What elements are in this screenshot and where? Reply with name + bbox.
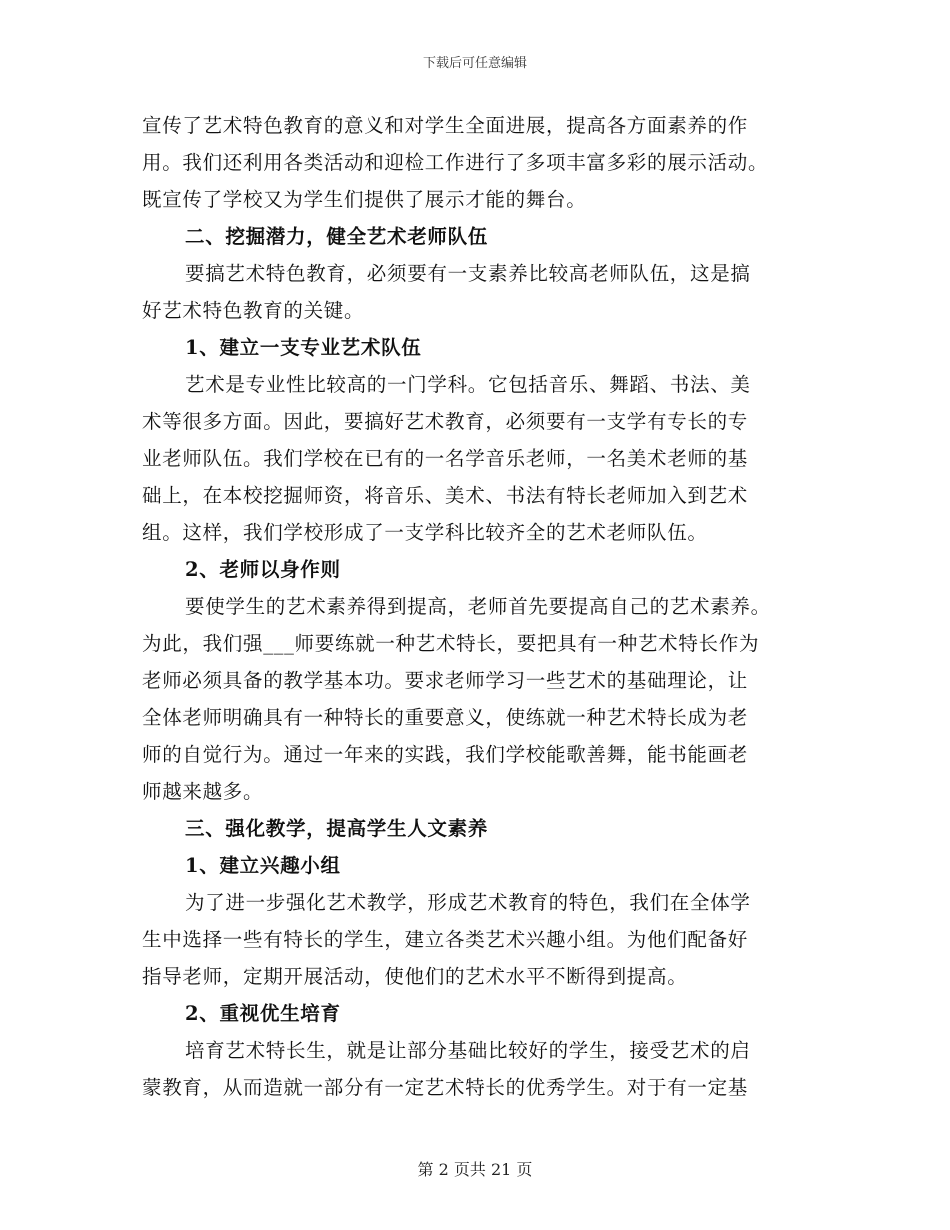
subsection-heading: 1、建立兴趣小组 [185,854,341,877]
text-line: 师的自觉行为。通过一年来的实践，我们学校能歌善舞，能书能画老 [142,743,749,766]
text-line: 业老师队伍。我们学校在已有的一名学音乐老师，一名美术老师的基 [142,447,749,470]
document-body [142,107,822,1106]
text-line: 指导老师，定期开展活动，使他们的艺术水平不断得到提高。 [142,965,688,988]
section-heading: 二、挖掘潜力，健全艺术老师队伍 [185,225,489,248]
text-line: 用。我们还利用各类活动和迎检工作进行了多项丰富多彩的展示活动。 [142,151,769,174]
text-line: 好艺术特色教育的关键。 [142,299,365,322]
text-line: 生中选择一些有特长的学生，建立各类艺术兴趣小组。为他们配备好 [142,928,749,951]
text-line: 蒙教育，从而造就一部分有一定艺术特长的优秀学生。对于有一定基 [142,1076,749,1099]
text-line: 要搞艺术特色教育，必须要有一支素养比较高老师队伍，这是搞 [185,262,751,285]
text-line: 要使学生的艺术素养得到提高，老师首先要提高自己的艺术素养。 [185,595,771,618]
subsection-heading: 1、建立一支专业艺术队伍 [185,336,422,359]
text-line: 全体老师明确具有一种特长的重要意义，使练就一种艺术特长成为老 [142,706,749,729]
text-line: 艺术是专业性比较高的一门学科。它包括音乐、舞蹈、书法、美 [185,373,751,396]
subsection-heading: 2、重视优生培育 [185,1002,341,1025]
page-footer: 第 2 页共 21 页 [417,1160,533,1179]
text-line: 为此，我们强___师要练就一种艺术特长，要把具有一种艺术特长作为 [142,632,760,655]
text-line: 组。这样，我们学校形成了一支学科比较齐全的艺术老师队伍。 [142,521,708,544]
text-line: 既宣传了学校又为学生们提供了展示才能的舞台。 [142,188,587,211]
text-line: 宣传了艺术特色教育的意义和对学生全面进展，提高各方面素养的作 [142,114,749,137]
text-line: 术等很多方面。因此，要搞好艺术教育，必须要有一支学有专长的专 [142,410,749,433]
text-line: 师越来越多。 [142,780,264,803]
text-line: 培育艺术特长生，就是让部分基础比较好的学生，接受艺术的启 [185,1039,751,1062]
subsection-heading: 2、老师以身作则 [185,558,341,581]
text-line: 老师必须具备的教学基本功。要求老师学习一些艺术的基础理论，让 [142,669,749,692]
text-line: 础上，在本校挖掘师资，将音乐、美术、书法有特长老师加入到艺术 [142,484,749,507]
section-heading: 三、强化教学，提高学生人文素养 [185,817,489,840]
page-header: 下载后可任意编辑 [422,56,527,71]
text-line: 为了进一步强化艺术教学，形成艺术教育的特色，我们在全体学 [185,891,751,914]
